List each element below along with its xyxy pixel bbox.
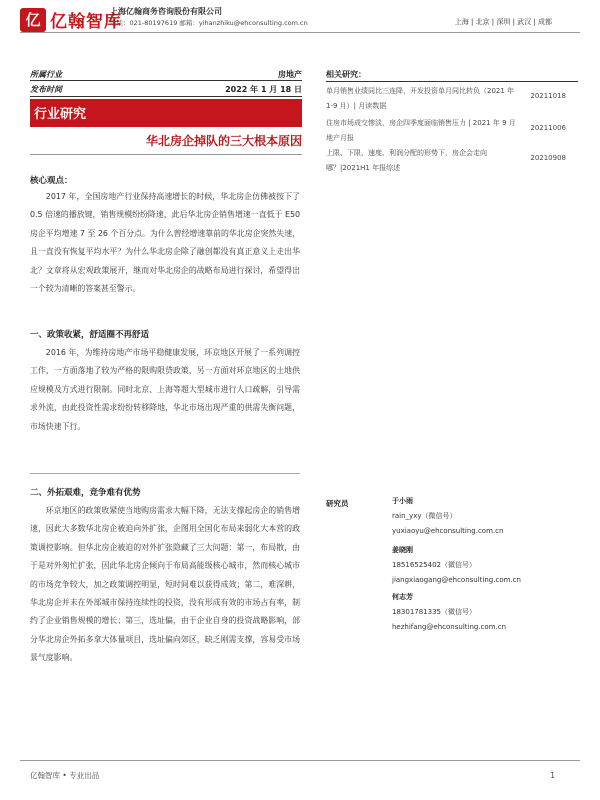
report-title: 华北房企掉队的三大根本原因 — [145, 134, 302, 148]
section-1-heading: 一、政策收紧，舒适圈不再舒适 — [30, 330, 150, 340]
footer-brand: 亿翰智库 • 专业出品 — [30, 771, 100, 780]
contact-info: 电话：021-80197619 邮箱：yihanzhiku@ehconsulting.com.cn — [110, 19, 308, 27]
analyst-wechat: rain_yxy（微信号） — [392, 512, 457, 520]
meta-rule-bottom — [30, 96, 302, 97]
section-divider — [30, 473, 300, 474]
footer-divider — [20, 760, 580, 761]
header-divider — [20, 32, 580, 33]
title-rule — [30, 154, 302, 155]
date-label: 发布时间 — [30, 85, 62, 94]
industry-label: 所属行业 — [30, 70, 62, 79]
analyst-name: 姜晓刚 — [392, 546, 413, 554]
report-type: 行业研究 — [34, 107, 87, 122]
related-date: 20211006 — [530, 124, 566, 132]
logo-mark-icon: 亿 — [20, 8, 46, 32]
related-title[interactable]: 上限、下限、速度、利润分配的形势下，房企会走向哪？|2021H1 年报综述 — [326, 149, 487, 172]
analyst-email[interactable]: yuxiaoyu@ehconsulting.com.cn — [392, 527, 504, 535]
section-1-text: 2016 年，为维持房地产市场平稳健康发展，环京地区开展了一系列调控工作，一方面落地了较为严格的限购限贷政策，另一方面对环京地区的土地供应规模及方式进行限制。同时北京、上海等超大型城市进行人口疏解，引导需求外流，由此投资性需求纷纷转移降地，华北市场出现严重的供需失衡问题，市场快速下行。 — [30, 348, 300, 431]
analyst-email[interactable]: jiangxiaogang@ehconsulting.com.cn — [392, 576, 521, 584]
office-cities: 上海 | 北京 | 深圳 | 武汉 | 成都 — [454, 18, 552, 26]
related-date: 20210908 — [530, 154, 566, 162]
related-title[interactable]: 单月销售业绩同比三连降，开发投资单月同比转负（2021 年 1-9 月）| 月读数据 — [326, 87, 515, 110]
analyst-label: 研究员 — [326, 499, 349, 508]
core-view-text: 2017 年，全国房地产行业保持高速增长的时候，华北房企仿佛被按下了 0.5 倍速的播放键，销售规模纷纷降速，此后华北房企销售增速一直低于 E50 房企平均增速 7 至 26 个百分点。为什么曾经增速靠前的华北房企突然失速，且一直没有恢复平均水平？为什么华北房企除了融创都没有真正意义上走出华北？文章将从宏观政策展开，继而对华北房企的战略布局进行探讨，希望得出一个较为清晰的答案甚至警示。 — [30, 192, 300, 294]
related-rule — [326, 81, 578, 82]
company-name: 上海亿翰商务咨询股份有限公司 — [110, 7, 222, 16]
logo-text: 亿翰智库 — [50, 12, 122, 32]
meta-rule-top — [30, 80, 302, 81]
core-view-heading: 核心观点： — [30, 176, 73, 186]
related-title[interactable]: 住房市场成交惨淡，房企四季度面临销售压力 | 2021 年 9 月地产月报 — [326, 119, 516, 142]
analyst-name: 于小雨 — [392, 497, 413, 505]
industry-value: 房地产 — [278, 70, 302, 79]
analyst-name: 何志芳 — [392, 593, 413, 601]
report-type-band — [30, 99, 302, 127]
related-heading: 相关研究： — [326, 70, 366, 79]
analyst-entry — [392, 543, 521, 588]
analyst-entry — [392, 590, 506, 635]
section-2-heading: 二、外拓艰难，竞争难有优势 — [30, 488, 141, 498]
analyst-entry — [392, 494, 503, 539]
section-2-text: 环京地区的政策收紧使当地购房需求大幅下降，无法支撑起房企的销售增速，因此大多数华北房企被迫向外扩张，企图用全国化布局来弱化大本营的政策调控影响。但华北房企被迫的对外扩张隐藏了三大问题：第一，布局散，由于是对外匆忙扩张，因此华北房企倾向于布局高能级核心城市，然而核心城市的市场竞争较大，加之政策调控明显，短时间难以获得成效；第二，难深耕，华北房企并未在外部城市保持连续性的投资，没有形成有效的市场占有率，制约了企业销售规模的增长；第三，选址偏，由于企业自身的投资战略影响，部分华北房企外拓多拿大体量项目，选址偏向郊区，缺乏刚需支撑，容易受市场景气度影响。 — [30, 506, 300, 663]
analyst-email[interactable]: hezhifang@ehconsulting.com.cn — [392, 623, 507, 631]
related-date: 20211018 — [530, 92, 566, 100]
date-value: 2022 年 1 月 18 日 — [225, 85, 302, 94]
analyst-wechat: 18301781335（微信号） — [392, 608, 476, 616]
brand-logo — [20, 7, 122, 32]
analyst-wechat: 18516525402（微信号） — [392, 561, 476, 569]
page-number: 1 — [550, 771, 555, 780]
